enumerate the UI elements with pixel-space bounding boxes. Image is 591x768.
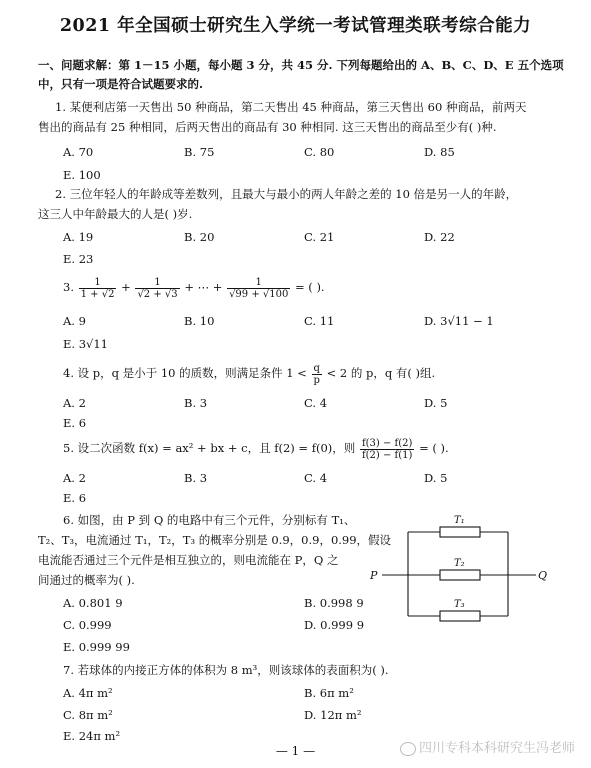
q7-option-b: B. 6π m² bbox=[304, 686, 354, 700]
circuit-label-p: P bbox=[370, 569, 378, 582]
question-4-text bbox=[63, 358, 435, 388]
q3-prefix: 3. bbox=[63, 280, 74, 294]
q1-option-e: E. 100 bbox=[63, 168, 101, 182]
page-number: — 1 — bbox=[275, 744, 316, 758]
q5-option-d: D. 5 bbox=[424, 471, 448, 485]
question-2-text: 2. 三位年轻人的年龄成等差数列，且最大与最小的两人年龄之差的 10 倍是另一人的年龄， bbox=[55, 187, 518, 201]
question-1-text: 1. 某便利店第一天售出 50 种商品，第二天售出 45 种商品，第三天售出 60 种商品，前两天 bbox=[55, 100, 527, 114]
circuit-element-t2 bbox=[440, 570, 480, 580]
circuit-label-t2: T₂ bbox=[454, 558, 465, 569]
q6-option-a: A. 0.801 9 bbox=[63, 596, 123, 610]
question-6-text-line2: T₂、T₃，电流通过 T₁，T₂，T₃ 的概率分别是 0.9，0.9，0.99，假设 bbox=[38, 533, 392, 547]
q3-fraction-2-denominator: √2 + √3 bbox=[137, 288, 178, 300]
q6-option-c: C. 0.999 bbox=[63, 618, 112, 632]
q1-option-c: C. 80 bbox=[304, 145, 335, 159]
q3-fraction-1-numerator: 1 bbox=[94, 276, 101, 288]
q7-option-e: E. 24π m² bbox=[63, 729, 121, 743]
q3-option-b: B. 10 bbox=[184, 314, 215, 328]
q4-text-after: < 2 的 p，q 有( )组. bbox=[326, 366, 436, 380]
q5-text-before: 5. 设二次函数 f(x) = ax² + bx + c，且 f(2) = f(0)，则 bbox=[63, 441, 356, 455]
q7-option-c: C. 8π m² bbox=[63, 708, 113, 722]
q2-option-d: D. 22 bbox=[424, 230, 455, 244]
q4-option-a: A. 2 bbox=[63, 396, 86, 410]
q7-option-a: A. 4π m² bbox=[63, 686, 113, 700]
q3-fraction-3-denominator: √99 + √100 bbox=[229, 288, 289, 300]
watermark bbox=[400, 737, 575, 756]
circuit-element-t1 bbox=[440, 527, 480, 537]
circuit-label-t1: T₁ bbox=[454, 515, 465, 526]
q4-fraction-numerator: q bbox=[313, 362, 320, 374]
q2-option-b: B. 20 bbox=[184, 230, 215, 244]
watermark-text: 四川专科本科研究生冯老师 bbox=[419, 741, 576, 756]
q5-text-after: = ( ). bbox=[419, 441, 449, 455]
q3-option-e: E. 3√11 bbox=[63, 337, 108, 351]
q3-option-c: C. 11 bbox=[304, 314, 335, 328]
q3-plus: + bbox=[121, 280, 131, 294]
q5-option-a: A. 2 bbox=[63, 471, 86, 485]
weibo-icon bbox=[400, 742, 416, 756]
q1-option-a: A. 70 bbox=[63, 145, 94, 159]
q4-option-e: E. 6 bbox=[63, 416, 87, 430]
q6-option-e: E. 0.999 99 bbox=[63, 640, 130, 654]
question-7-text: 7. 若球体的内接正方体的体积为 8 m³，则该球体的表面积为( ). bbox=[63, 663, 389, 677]
q2-option-e: E. 23 bbox=[63, 252, 94, 266]
question-1-text-line2: 售出的商品有 25 种相同，后两天售出的商品有 30 种相同. 这三天售出的商品至少有( )种. bbox=[38, 120, 497, 134]
circuit-diagram bbox=[368, 512, 548, 624]
q5-fraction bbox=[360, 438, 414, 461]
q4-text-before: 4. 设 p，q 是小于 10 的质数，则满足条件 1 < bbox=[63, 366, 307, 380]
q2-option-c: C. 21 bbox=[304, 230, 335, 244]
q3-fraction-2-numerator: 1 bbox=[154, 276, 161, 288]
q7-option-d: D. 12π m² bbox=[304, 708, 362, 722]
q5-option-b: B. 3 bbox=[184, 471, 208, 485]
question-5-text bbox=[63, 433, 449, 463]
exam-title: 2021 年全国硕士研究生入学统一考试管理类联考综合能力 bbox=[59, 16, 532, 36]
q4-fraction-denominator: p bbox=[313, 374, 320, 386]
q5-option-e: E. 6 bbox=[63, 491, 87, 505]
q2-option-a: A. 19 bbox=[63, 230, 94, 244]
q4-fraction bbox=[312, 363, 322, 386]
q4-option-d: D. 5 bbox=[424, 396, 448, 410]
q3-fraction-2 bbox=[135, 277, 179, 300]
q3-suffix: = ( ). bbox=[295, 280, 325, 294]
q6-option-b: B. 0.998 9 bbox=[304, 596, 364, 610]
q5-fraction-numerator: f(3) − f(2) bbox=[361, 437, 413, 449]
q3-option-d: D. 3√11 − 1 bbox=[424, 314, 494, 328]
q3-fraction-1 bbox=[79, 277, 117, 300]
circuit-label-q: Q bbox=[538, 569, 548, 582]
question-2-text-line2: 这三人中年龄最大的人是( )岁. bbox=[38, 207, 193, 221]
q4-option-c: C. 4 bbox=[304, 396, 328, 410]
q3-fraction-3-numerator: 1 bbox=[255, 276, 262, 288]
q3-ellipsis: + ⋯ + bbox=[184, 280, 223, 294]
q6-option-d: D. 0.999 9 bbox=[304, 618, 365, 632]
circuit-element-t3 bbox=[440, 611, 480, 621]
section-header: 一、问题求解：第 1－15 小题，每小题 3 分，共 45 分. 下列每题给出的 A、B、C、D、E 五个选项 bbox=[38, 58, 564, 72]
q5-fraction-denominator: f(2) − f(1) bbox=[361, 449, 413, 461]
question-6-text-line3: 电流能否通过三个元件是相互独立的，则电流能在 P，Q 之 bbox=[38, 553, 339, 567]
q3-option-a: A. 9 bbox=[63, 314, 86, 328]
q3-fraction-3 bbox=[227, 277, 290, 300]
q1-option-d: D. 85 bbox=[424, 145, 455, 159]
section-header-line2: 中，只有一项是符合试题要求的. bbox=[38, 77, 204, 91]
circuit-label-t3: T₃ bbox=[454, 599, 465, 610]
question-3-expression bbox=[63, 272, 325, 302]
q5-option-c: C. 4 bbox=[304, 471, 328, 485]
question-6-text: 6. 如图，由 P 到 Q 的电路中有三个元件，分别标有 T₁、 bbox=[63, 513, 356, 527]
question-6-text-line4: 间通过的概率为( ). bbox=[38, 573, 135, 587]
q3-fraction-1-denominator: 1 + √2 bbox=[80, 288, 115, 300]
q4-option-b: B. 3 bbox=[184, 396, 208, 410]
q1-option-b: B. 75 bbox=[184, 145, 215, 159]
